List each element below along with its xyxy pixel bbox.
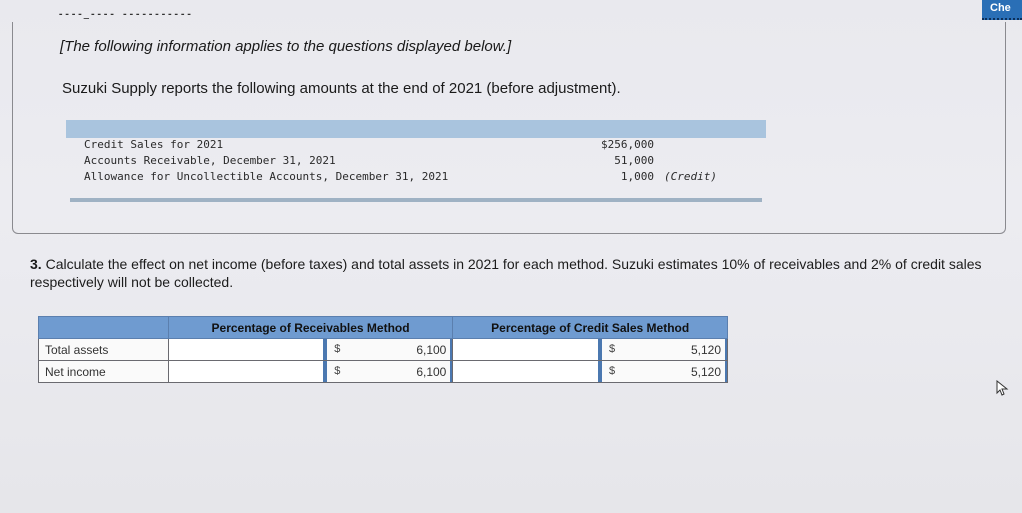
header-credit-sales-method: Percentage of Credit Sales Method — [453, 317, 728, 339]
ledger-row-note: (Credit) — [664, 170, 717, 183]
header-blank — [39, 317, 169, 339]
receivables-total-assets-cell[interactable] — [168, 339, 453, 361]
cursor-icon — [996, 380, 1010, 396]
ledger-row-value: 1,000 — [620, 170, 654, 183]
table-row — [39, 361, 728, 383]
row-label-net-income: Net income — [39, 361, 169, 383]
ledger-header-bar — [66, 120, 766, 138]
receivables-net-income-input[interactable] — [169, 361, 326, 382]
question-body: Calculate the effect on net income (before taxes) and total assets in 2021 for each method. Suzuki estimates 10% of receivables and 2% of credit sales respectively will not be collected. — [30, 256, 982, 290]
dollar-sign: $ — [325, 339, 347, 360]
dollar-sign: $ — [600, 361, 622, 382]
dollar-sign: $ — [325, 361, 347, 382]
credit-net-income-value[interactable]: 5,120 — [622, 361, 727, 382]
credit-net-income-cell[interactable] — [453, 361, 728, 383]
receivables-net-income-cell[interactable] — [168, 361, 453, 383]
ledger-row-label: Credit Sales for 2021 — [84, 138, 224, 151]
dollar-sign: $ — [600, 339, 622, 360]
credit-net-income-input[interactable] — [453, 361, 600, 382]
table-row — [39, 339, 728, 361]
receivables-total-assets-value[interactable]: 6,100 — [347, 339, 452, 360]
question-text — [30, 255, 990, 291]
answer-table — [38, 316, 728, 383]
top-decoration: ----_---- ----------- — [58, 10, 193, 20]
receivables-net-income-value[interactable]: 6,100 — [347, 361, 452, 382]
question-number: 3. — [30, 256, 42, 272]
ledger-row-value: 51,000 — [614, 154, 654, 167]
check-button[interactable]: Che — [982, 0, 1022, 20]
ledger-row-label: Allowance for Uncollectible Accounts, December 31, 2021 — [84, 170, 449, 183]
credit-total-assets-input[interactable] — [453, 339, 600, 360]
credit-total-assets-cell[interactable] — [453, 339, 728, 361]
ledger-row-label: Accounts Receivable, December 31, 2021 — [84, 154, 336, 167]
row-label-total-assets: Total assets — [39, 339, 169, 361]
applies-note: [The following information applies to the questions displayed below.] — [60, 38, 512, 55]
ledger-row-value: $256,000 — [601, 138, 654, 151]
receivables-total-assets-input[interactable] — [169, 339, 326, 360]
header-receivables-method: Percentage of Receivables Method — [168, 317, 453, 339]
ledger-footer-bar — [70, 198, 762, 202]
ledger-table — [66, 120, 766, 202]
credit-total-assets-value[interactable]: 5,120 — [622, 339, 727, 360]
report-intro: Suzuki Supply reports the following amounts at the end of 2021 (before adjustment). — [62, 80, 621, 97]
